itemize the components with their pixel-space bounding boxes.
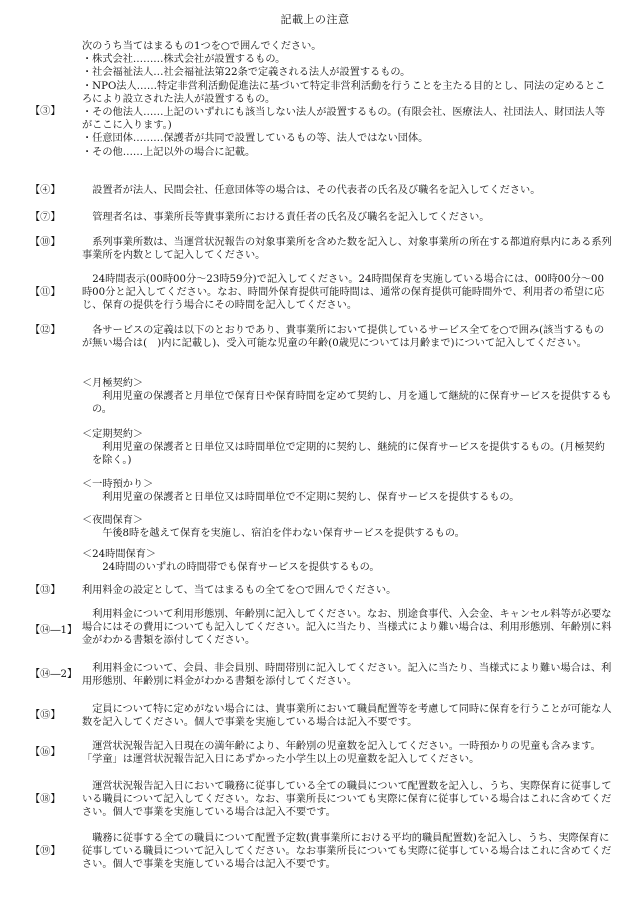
item-text: 利用料金について、会員、非会員別、時間帯別に記入してください。記入に当たり、当様式により難い場合は、利用形態別、年齢別に料金がわかる書類を添付してください。 (82, 663, 612, 688)
item-text: 職務に従事する全ての職員について配置予定数(貴事業所における平均的職員配置数)を記入し、うち、実際保育に従事している職員について記入してください。なお事業所長についても実際に従事している場合はこれに含めてください。個人で事業を実施している場合は記入不要です。 (82, 833, 612, 871)
item-text: 運営状況報告記入日現在の満年齢により、年齢別の児童数を記入してください。一時預かりの児童も含みます。「学童」は運営状況報告記入日にあずかった小学生以上の児童数を記入してください。 (82, 741, 601, 766)
item-text: 系列事業所数は、当運営状況報告の対象事業所を含めた数を記入し、対象事業所の所在する都道府県内にある系列事業所を内数として記入してください。 (82, 237, 612, 262)
item-label: 【⑭―2】 (30, 669, 78, 680)
item-label: 【⑲】 (30, 846, 61, 857)
definition-heading: ＜月極契約＞ (82, 378, 144, 389)
item-text: 各サービスの定義は以下のとおりであり、貴事業所において提供しているサービス全てを○で囲み(該当するものが無い場合は( )内に記載し)、受入可能な児童の年齢(0歳児については月齢まで)について記入してください。 (82, 325, 605, 350)
item-label: 【⑩】 (30, 237, 61, 248)
item-text: 管理者名は、事業所長等貴事業所における責任者の氏名及び職名を記入してください。 (92, 212, 490, 223)
item-label: 【③】 (30, 106, 61, 117)
item-text: 24時間表示(00時00分～23時59分)で記入してください。24時間保育を実施している場合には、00時00分～00時00分と記入してください。なお、時間外保育提供可能時間は、通常の保育提供可能時間外で、利用者の希望に応じ、保育の提供を行う場合にその時間を記入してください。 (82, 274, 605, 312)
item-text: 次のうち当てはまるもの1つを○で囲んでください。 (82, 41, 322, 52)
item-text: 設置者が法人、民間会社、任意団体等の場合は、その代表者の氏名及び職名を記入してください。 (92, 185, 541, 196)
definition-text: 利用児童の保護者と月単位で保育日や保育時間を定めて契約し、月を通して継続的に保育サービスを提供するもの。 (92, 391, 612, 416)
definition-text: 24時間のいずれの時間帯でも保育サービスを提供するもの。 (102, 562, 380, 574)
item-label: 【⑱】 (30, 794, 61, 805)
item-body (82, 40, 612, 159)
item-label: 【⑦】 (30, 212, 61, 223)
item-label: 【⑪】 (30, 287, 61, 298)
item-label: 【⑬】 (30, 585, 61, 596)
item-label: 【⑫】 (30, 325, 61, 336)
definition-heading: ＜24時間保育＞ (82, 549, 157, 560)
definition-text: 利用児童の保護者と日単位又は時間単位で定期的に契約し、継続的に保育サービスを提供するもの。(月極契約を除く。) (92, 442, 605, 467)
item-text: 定員について特に定めがない場合には、貴事業所において職員配置等を考慮して同時に保育を行うことが可能な人数を記入してください。個人で事業を実施している場合は記入不要です。 (82, 704, 612, 729)
item-label: 【⑭―1】 (30, 625, 78, 636)
definition-heading: ＜定期契約＞ (82, 429, 144, 440)
definition-heading: ＜夜間保育＞ (82, 515, 144, 526)
bullet-item: ・その他法人……上記のいずれにも該当しない法人が設置するもの。(有限会社、医療法人、社団法人、財団法人等がここに入ります。) (82, 107, 606, 132)
bullet-item: ・社会福祉法人…社会福祉法第22条で定義される法人が設置するもの。 (82, 67, 411, 79)
definition-heading: ＜一時預かり＞ (82, 479, 154, 490)
bullet-item: ・任意団体………保護者が共同で設置しているもの等、法人ではない団体。 (82, 133, 429, 145)
item-text: 利用料金の設定として、当てはまるもの全てを○で囲んでください。 (82, 585, 397, 596)
item-label: 【⑯】 (30, 747, 61, 758)
definition-text: 利用児童の保護者と日単位又は時間単位で不定期に契約し、保育サービスを提供するもの。 (102, 492, 520, 504)
item-label: 【⑮】 (30, 710, 61, 721)
bullet-item: ・NPO法人……特定非営利活動促進法に基づいて特定非営利活動を行うことを主たる目的とし、同法の定めるところにより設立された法人が設置するもの。 (82, 80, 606, 105)
item-text: 利用料金について利用形態別、年齢別に記入してください。なお、別途食事代、入会金、キャンセル料等が必要な場合にはその費用についても記入してください。記入に当たり、当様式により難い場合は、利用形態別、年齢別に料金がわかる書類を添付してください。 (82, 609, 612, 647)
page-title: 記載上の注意 (280, 13, 350, 26)
definition-text: 午後8時を越えて保育を実施し、宿泊を伴わない保育サービスを提供するもの。 (102, 528, 465, 540)
bullet-item: ・株式会社………株式会社が設置するもの。 (82, 54, 286, 66)
item-label: 【④】 (30, 185, 61, 196)
item-text: 運営状況報告記入日において職務に従事している全ての職員について配置数を記入し、うち、実際保育に従事している職員について記入してください。なお、事業所長についても実際に保育に従事している場合はこれに含めてください。個人で事業を実施している場合は記入不要です。 (82, 781, 612, 819)
bullet-item: ・その他……上記以外の場合に記載。 (82, 146, 256, 158)
